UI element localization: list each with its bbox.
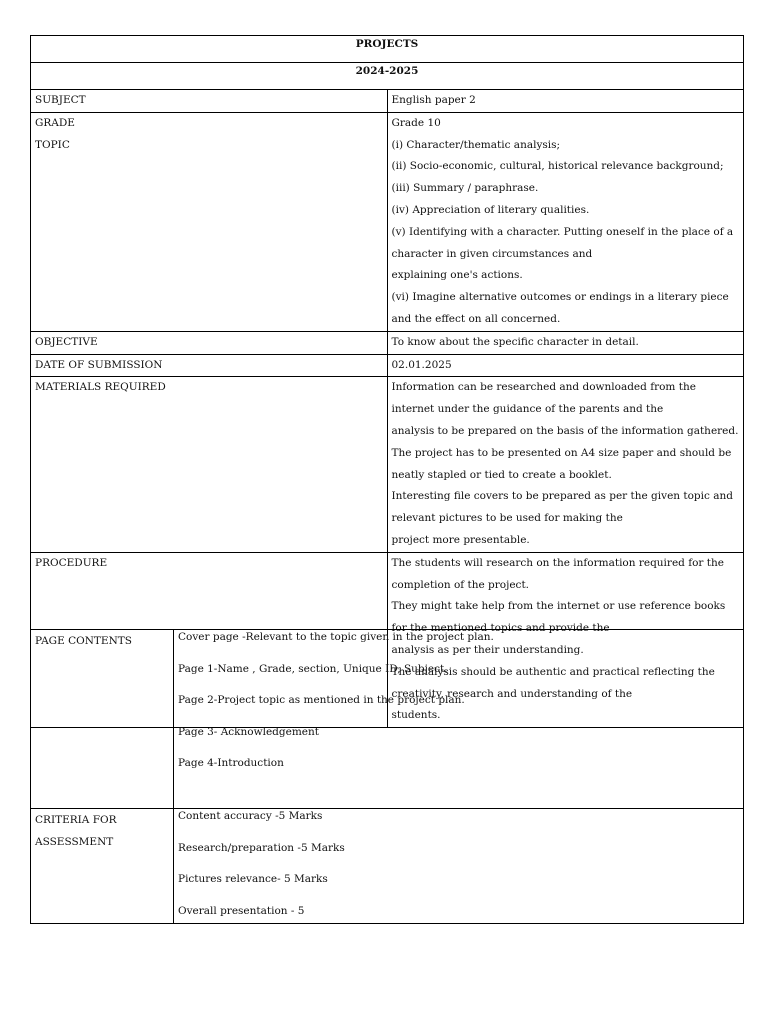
criteria-label-line2: ASSESSMENT (35, 836, 114, 848)
project-details-table (30, 35, 744, 728)
subject-label: SUBJECT (31, 90, 388, 113)
topic-item: (i) Character/thematic analysis; (391, 138, 561, 151)
topic-item: (vi) Imagine alternative outcomes or endings in a literary piece and the effect on all concerned. (391, 291, 729, 325)
objective-label: OBJECTIVE (31, 331, 388, 354)
academic-year: 2024-2025 (31, 63, 744, 90)
criteria-item: Content accuracy -5 Marks (178, 810, 323, 822)
page-contents-item: Page 3- Acknowledgement (178, 725, 319, 738)
criteria-label-cell (31, 809, 174, 924)
topic-item: (iv) Appreciation of literary qualities. (391, 203, 590, 216)
topic-item: explaining one's actions. (391, 269, 523, 282)
procedure-label: PROCEDURE (31, 552, 388, 727)
page-contents-label-text: PAGE CONTENTS (35, 635, 132, 647)
subject-value: English paper 2 (387, 90, 744, 113)
page-contents-label (31, 630, 174, 809)
materials-line: The project has to be presented on A4 size paper and should be neatly stapled or tied to create a booklet. (391, 446, 732, 481)
materials-line: project more presentable. (391, 533, 530, 546)
page-contents-table (30, 629, 744, 924)
materials-row (31, 377, 744, 552)
criteria-item: Research/preparation -5 Marks (178, 841, 345, 854)
materials-line: Interesting file covers to be prepared as per the given topic and relevant pictures to be used for making the (391, 490, 733, 525)
projects-title: PROJECTS (31, 36, 744, 63)
topic-label: TOPIC (35, 138, 70, 151)
criteria-row (31, 809, 744, 924)
page-contents-item: Cover page -Relevant to the topic given in the project plan. (178, 631, 494, 643)
procedure-line: The students will research on the information required for the completion of the project. (391, 556, 724, 591)
procedure-line: analysis as per their understanding. (391, 643, 584, 656)
materials-line: Information can be researched and downloaded from the internet under the guidance of the parents and the (391, 381, 696, 416)
objective-value: To know about the specific character in detail. (387, 331, 744, 354)
title-row (31, 36, 744, 63)
page-contents-list (174, 630, 744, 809)
page-contents-row (31, 630, 744, 809)
submission-date: 02.01.2025 (387, 354, 744, 377)
criteria-label-line1: CRITERIA FOR (35, 814, 117, 826)
submission-row (31, 354, 744, 377)
criteria-list (174, 809, 744, 924)
materials-value-cell (387, 377, 744, 552)
year-row (31, 63, 744, 90)
procedure-line: They might take help from the internet or use reference books for the mentioned topics and provide the (391, 600, 726, 635)
procedure-line: The analysis should be authentic and practical reflecting the creativity, research and understanding of the (391, 665, 715, 700)
grade-topic-value-cell (387, 112, 744, 331)
criteria-item: Pictures relevance- 5 Marks (178, 873, 328, 886)
topic-item: (ii) Socio-economic, cultural, historical relevance background; (391, 160, 724, 173)
criteria-item: Overall presentation - 5 (178, 904, 305, 917)
topic-item: (iii) Summary / paraphrase. (391, 182, 539, 195)
grade-topic-label-cell (31, 112, 388, 331)
grade-label: GRADE (35, 116, 75, 129)
page-contents-item: Page 2-Project topic as mentioned in the project plan. (178, 694, 465, 707)
grade-topic-row (31, 112, 744, 331)
page-contents-item: Page 4-Introduction (178, 757, 284, 770)
procedure-line: students. (391, 709, 441, 722)
objective-row (31, 331, 744, 354)
materials-line: analysis to be prepared on the basis of the information gathered. (391, 424, 739, 437)
topic-item: (v) Identifying with a character. Putting oneself in the place of a character in given circumstances and (391, 225, 734, 260)
grade-value: Grade 10 (391, 116, 441, 129)
page-contents-item: Page 1-Name , Grade, section, Unique ID, Subject. (178, 662, 448, 675)
materials-label: MATERIALS REQUIRED (31, 377, 388, 552)
subject-row (31, 90, 744, 113)
submission-label: DATE OF SUBMISSION (31, 354, 388, 377)
